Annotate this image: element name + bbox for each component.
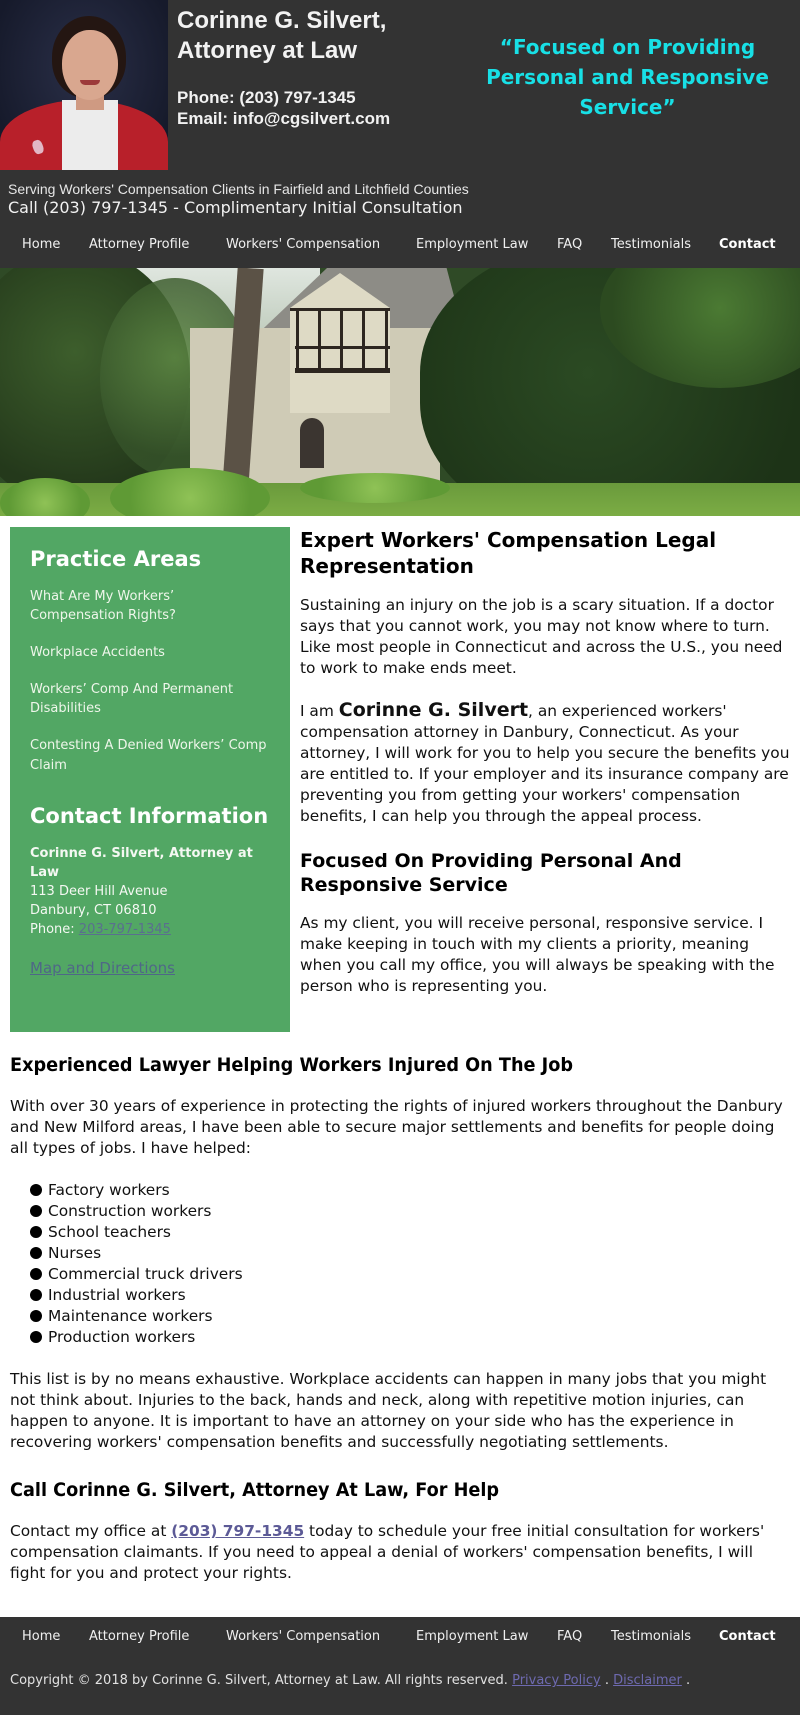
footer-nav-contact[interactable]: Contact [719,1629,776,1644]
tagline-line2: Personal and Responsive [486,65,769,89]
list-item: Factory workers [30,1180,790,1201]
map-directions-link[interactable]: Map and Directions [30,959,175,977]
list-item: Commercial truck drivers [30,1264,790,1285]
tagline [470,32,785,122]
bullet-icon [30,1247,42,1259]
bullet-icon [30,1184,42,1196]
firm-name [177,6,386,66]
page-title: Expert Workers' Compensation Legal Representation [300,528,717,578]
list-item: Production workers [30,1327,790,1348]
hero-image [0,268,800,516]
phone-link[interactable]: (203) 797-1345 [171,1522,305,1540]
attorney-name-emphasis: Corinne G. Silvert [338,699,529,721]
call-consultation-text: Call (203) 797-1345 - Complimentary Initial Consultation [8,198,463,217]
experienced-lawyer-heading: Experienced Lawyer Helping Workers Injured On The Job [10,1054,574,1076]
sidebar-phone-link[interactable]: 203-797-1345 [78,922,171,937]
tagline-line3: Service” [579,95,676,119]
contact-name: Corinne G. Silvert, Attorney at Law [30,846,253,880]
contact-address-2: Danbury, CT 06810 [30,903,157,918]
main-nav [0,222,800,268]
intro-paragraph-1: Sustaining an injury on the job is a scary situation. If a doctor says that you cannot work, you may not know where to turn. Like most people in Connecticut and across the U.S., you need to work to make ends meet. [300,596,783,677]
site-footer [0,1617,800,1715]
list-item: School teachers [30,1222,790,1243]
nav-attorney-profile[interactable]: Attorney Profile [89,237,190,252]
intro-content [300,527,790,1018]
practice-link-permanent-disabilities[interactable]: Workers’ Comp And Permanent Disabilities [30,682,234,716]
header-email[interactable]: Email: info@cgsilvert.com [177,109,391,128]
header-phone[interactable]: Phone: (203) 797-1345 [177,88,356,107]
personal-service-heading: Focused On Providing Personal And Responsive Service [300,850,682,896]
phone-label: Phone: [30,922,79,937]
disclaimer-link[interactable]: Disclaimer [613,1673,682,1688]
footer-nav-employment-law[interactable]: Employment Law [416,1629,529,1644]
bullet-icon [30,1310,42,1322]
exhaustive-paragraph: This list is by no means exhaustive. Workplace accidents can happen in many jobs that you might not think about. Injuries to the back, hands and neck, along with repetitive motion injuries, can happen to anyone. It is important to have an attorney on your side who has the experience in recovering workers' compensation benefits and successfully negotiating settlements. [10,1370,767,1451]
footer-nav-testimonials[interactable]: Testimonials [611,1629,692,1644]
workers-helped-list [30,1180,790,1348]
footer-nav [0,1617,800,1663]
experience-paragraph: With over 30 years of experience in protecting the rights of injured workers throughout the Danbury and New Milford areas, I have been able to secure major settlements and benefits for people doing all types of jobs. I have helped: [10,1097,783,1157]
contact-phone [30,920,270,939]
nav-home[interactable]: Home [22,237,61,252]
bullet-icon [30,1331,42,1343]
footer-nav-attorney-profile[interactable]: Attorney Profile [89,1629,190,1644]
nav-testimonials[interactable]: Testimonials [611,237,692,252]
firm-name-line2: Attorney at Law [177,37,358,64]
nav-faq[interactable]: FAQ [557,237,583,252]
list-item: Nurses [30,1243,790,1264]
footer-nav-home[interactable]: Home [22,1629,61,1644]
practice-link-denied-claim[interactable]: Contesting A Denied Workers’ Comp Claim [30,738,267,773]
list-item: Maintenance workers [30,1306,790,1327]
attorney-portrait [0,0,168,170]
bullet-icon [30,1268,42,1280]
contact-info-heading: Contact Information [30,804,269,828]
bullet-icon [30,1289,42,1301]
intro-paragraph-2: I am Corinne G. Silvert, an experienced workers' compensation attorney in Danbury, Connecticut. As your attorney, I will work for you to help you secure the benefits you are entitled to. If your employer and its insurance company are preventing you from getting your workers' compensation benefits, I can help you through the appeal process. [300,699,790,825]
call-for-help-heading: Call Corinne G. Silvert, Attorney At Law, For Help [10,1479,500,1501]
footer-nav-faq[interactable]: FAQ [557,1629,583,1644]
list-item: Construction workers [30,1201,790,1222]
bullet-icon [30,1226,42,1238]
copyright-text: Copyright © 2018 by Corinne G. Silvert, Attorney at Law. All rights reserved. [10,1673,513,1688]
header-contact [177,87,390,129]
nav-workers-compensation[interactable]: Workers' Compensation [226,237,381,252]
tagline-line1: “Focused on Providing [499,35,756,59]
privacy-policy-link[interactable]: Privacy Policy [512,1673,601,1688]
nav-contact[interactable]: Contact [719,237,776,252]
footer-nav-workers-compensation[interactable]: Workers' Compensation [226,1629,381,1644]
firm-name-line1: Corinne G. Silvert, [177,7,387,34]
practice-link-workplace-accidents[interactable]: Workplace Accidents [30,645,165,660]
site-header [0,0,800,222]
bullet-icon [30,1205,42,1217]
main-content-area [0,516,800,1616]
list-item: Industrial workers [30,1285,790,1306]
contact-address-1: 113 Deer Hill Avenue [30,884,168,899]
contact-paragraph: Contact my office at (203) 797-1345 today to schedule your free initial consultation for workers' compensation claimants. If you need to appeal a denial of workers' compensation benefits, I will fight for you and protect your rights. [10,1522,765,1582]
workers-injured-section [10,1053,790,1605]
copyright: Copyright © 2018 by Corinne G. Silvert, Attorney at Law. All rights reserved. Privacy Policy . Disclaimer . [10,1673,691,1688]
serving-text: Serving Workers' Compensation Clients in Fairfield and Litchfield Counties [8,181,469,197]
nav-employment-law[interactable]: Employment Law [416,237,529,252]
practice-link-compensation-rights[interactable]: What Are My Workers’ Compensation Rights? [30,589,176,623]
practice-areas-heading: Practice Areas [30,547,202,571]
sidebar [10,527,290,1032]
personal-service-paragraph: As my client, you will receive personal, responsive service. I make keeping in touch with my clients a priority, meaning when you call my office, you will always be speaking with the person who is representing you. [300,914,775,995]
